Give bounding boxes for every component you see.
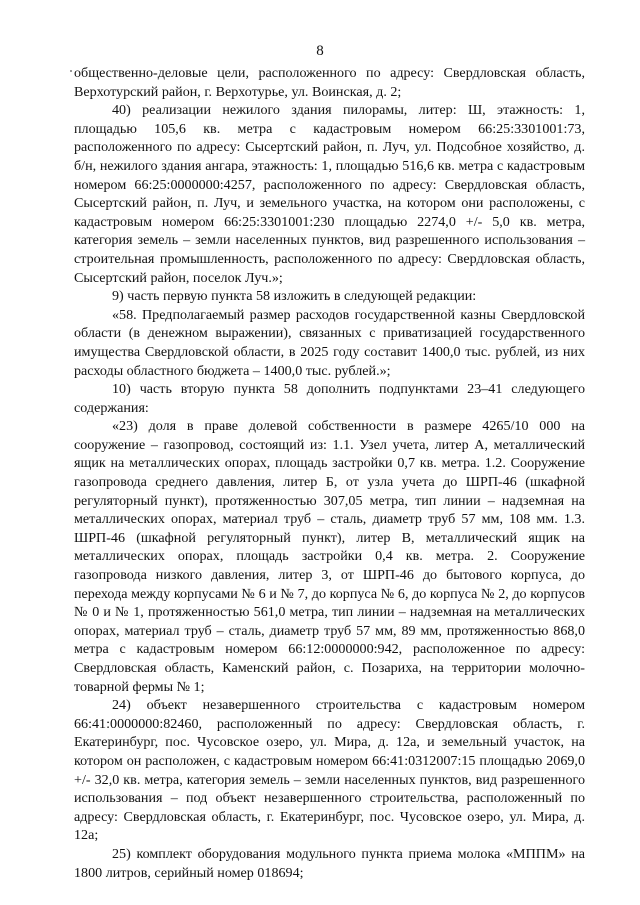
document-body [74, 64, 585, 882]
scan-speck [70, 70, 72, 72]
paragraph-clause-58: «58. Предполагаемый размер расходов государственной казны Свердловской области (в денежном выражении), связанных с приватизацией государственного имущества Свердловской области, в 2025 году составит 1400,0 тыс. рублей, из них расходы областного бюджета – 1400,0 тыс. рублей.»; [74, 306, 585, 379]
paragraph-item-24: 24) объект незавершенного строительства с кадастровым номером 66:41:0000000:82460, расположенный по адресу: Свердловская область, г. Екатеринбург, пос. Чусовское озеро, ул. Мира, д. 12а, и земельный участок, на котором он расположен, с кадастровым номером 66:41:0312007:15 площадью 2069,0 +/- 32,0 кв. метра, категория земель – земли населенных пунктов, вид разрешенного использования – под объект незавершенного строительства, расположенный по адресу: Свердловская область, г. Екатеринбург, пос. Чусовское озеро, ул. Мира, д. 12а; [74, 697, 585, 844]
paragraph-continuation: общественно-деловые цели, расположенного по адресу: Свердловская область, Верхотурский район, г. Верхотурье, ул. Воинская, д. 2; [74, 65, 585, 100]
paragraph-amendment-10: 10) часть вторую пункта 58 дополнить подпунктами 23–41 следующего содержания: [74, 381, 585, 416]
paragraph-item-23: «23) доля в праве долевой собственности в размере 4265/10 000 на сооружение – газопровод, состоящий из: 1.1. Узел учета, литер А, металлический ящик на металлических опорах, площадь застройки 0,7 кв. метра. 1.2. Сооружение газопровода среднего давления, литер Б, от узла учета до ШРП-46 (шкафной регуляторный пункт), протяженностью 307,05 метра, тип линии – надземная на металлических опорах, материал труб – сталь, диаметр труб 57 мм, 108 мм. 1.3. ШРП-46 (шкафной регуляторный пункт), литер В, металлический ящик на металлических опорах, площадь застройки 0,4 кв. метра. 2. Сооружение газопровода низкого давления, литер 3, от ШРП-46 до бытового корпуса, до перехода между корпусами № 6 и № 7, до корпуса № 6, до корпуса № 2, до корпусов № 0 и № 1, протяженностью 561,0 метра, тип линии – надземная на металлических опорах, материал труб – сталь, диаметр труб 57 мм, 89 мм, протяженностью 868,0 метра с кадастровым номером 66:12:0000000:942, расположенное по адресу: Свердловская область, Каменский район, с. Позариха, на территории молочно-товарной фермы № 1; [74, 418, 585, 695]
paragraph-item-25: 25) комплект оборудования модульного пункта приема молока «МППМ» на 1800 литров, серийный номер 018694; [74, 845, 585, 881]
page-number: 8 [316, 43, 324, 59]
paragraph-item-40: 40) реализации нежилого здания пилорамы, литер: Ш, этажность: 1, площадью 105,6 кв. метра с кадастровым номером 66:25:3301001:73, расположенного по адресу: Сысертский район, п. Луч, ул. Подсобное хозяйство, д. б/н, нежилого здания ангара, этажность: 1, площадью 516,6 кв. метра с кадастровым номером 66:25:0000000:4257, расположенного по адресу: Свердловская область, Сысертский район, п. Луч, и земельного участка, на котором они расположены, с кадастровым номером 66:25:3301001:230 площадью 2274,0 +/- 5,0 кв. метра, категория земель – земли населенных пунктов, вид разрешенного использования – строительная промышленность, расположенного по адресу: Свердловская область, Сысертский район, поселок Луч.»; [74, 102, 585, 286]
paragraph-amendment-9: 9) часть первую пункта 58 изложить в следующей редакции: [112, 288, 477, 305]
